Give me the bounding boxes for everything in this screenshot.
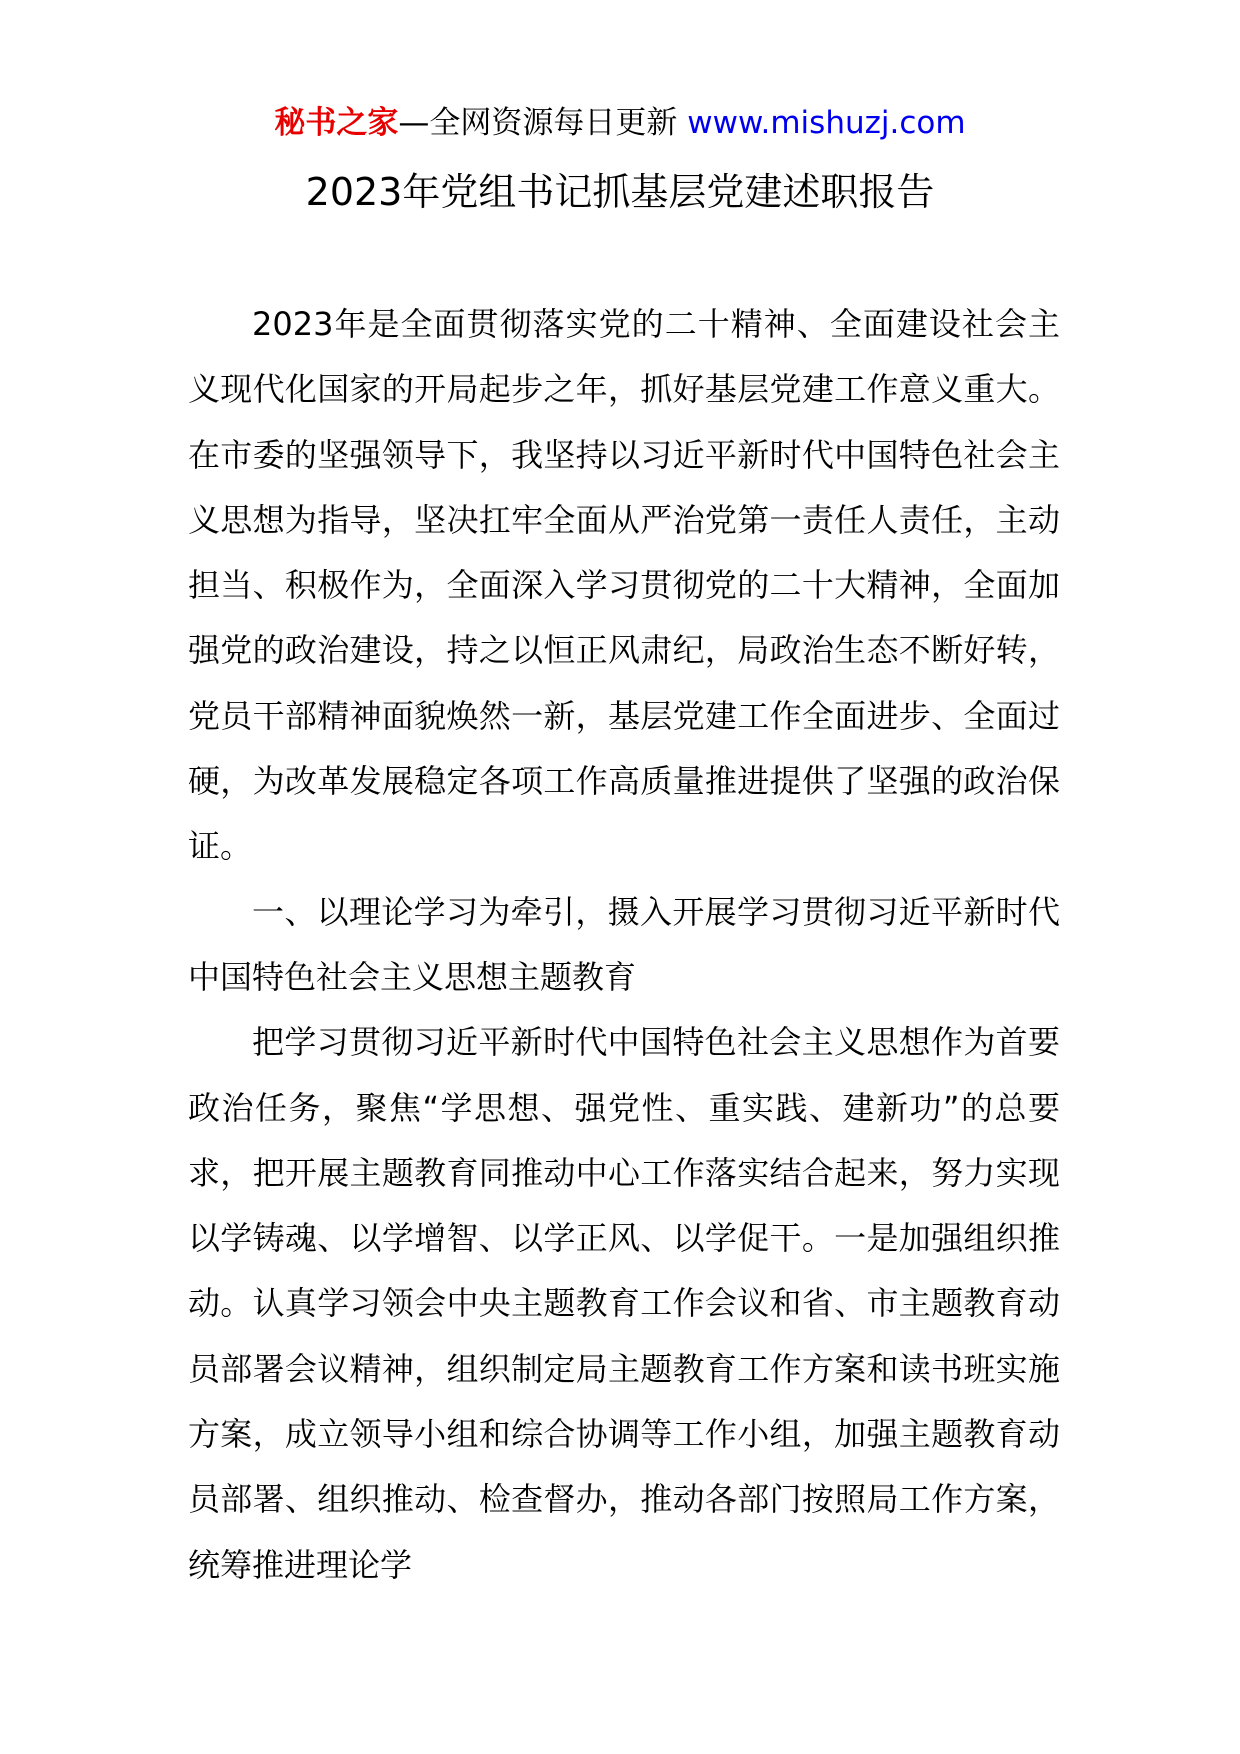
document-body [188,292,1060,1598]
section-1-paragraph: 把学习贯彻习近平新时代中国特色社会主义思想作为首要政治任务，聚焦“学思想、强党性、重实践、建新功”的总要求，把开展主题教育同推动中心工作落实结合起来，努力实现以学铸魂、以学增智、以学正风、以学促干。一是加强组织推动。认真学习领会中央主题教育工作会议和省、市主题教育动员部署会议精神，组织制定局主题教育工作方案和读书班实施方案，成立领导小组和综合协调等工作小组，加强主题教育动员部署、组织推动、检查督办，推动各部门按照局工作方案，统筹推进理论学 [188,1023,1060,1584]
section-heading-1: 一、以理论学习为牵引，摄入开展学习贯彻习近平新时代中国特色社会主义思想主题教育 [188,892,1060,996]
site-tagline: —全网资源每日更新 [398,105,688,141]
document-title: 2023年党组书记抓基层党建述职报告 [305,170,935,214]
intro-paragraph: 2023年是全面贯彻落实党的二十精神、全面建设社会主义现代化国家的开局起步之年，抓好基层党建工作意义重大。在市委的坚强领导下，我坚持以习近平新时代中国特色社会主义思想为指导，坚决扛牢全面从严治党第一责任人责任，主动担当、积极作为，全面深入学习贯彻党的二十大精神，全面加强党的政治建设，持之以恒正风肃纪，局政治生态不断好转，党员干部精神面貌焕然一新，基层党建工作全面进步、全面过硬，为改革发展稳定各项工作高质量推进提供了坚强的政治保证。 [188,305,1060,866]
site-url-link[interactable]: www.mishuzj.com [687,105,966,141]
site-brand: 秘书之家 [274,105,399,141]
site-header [0,101,1240,145]
